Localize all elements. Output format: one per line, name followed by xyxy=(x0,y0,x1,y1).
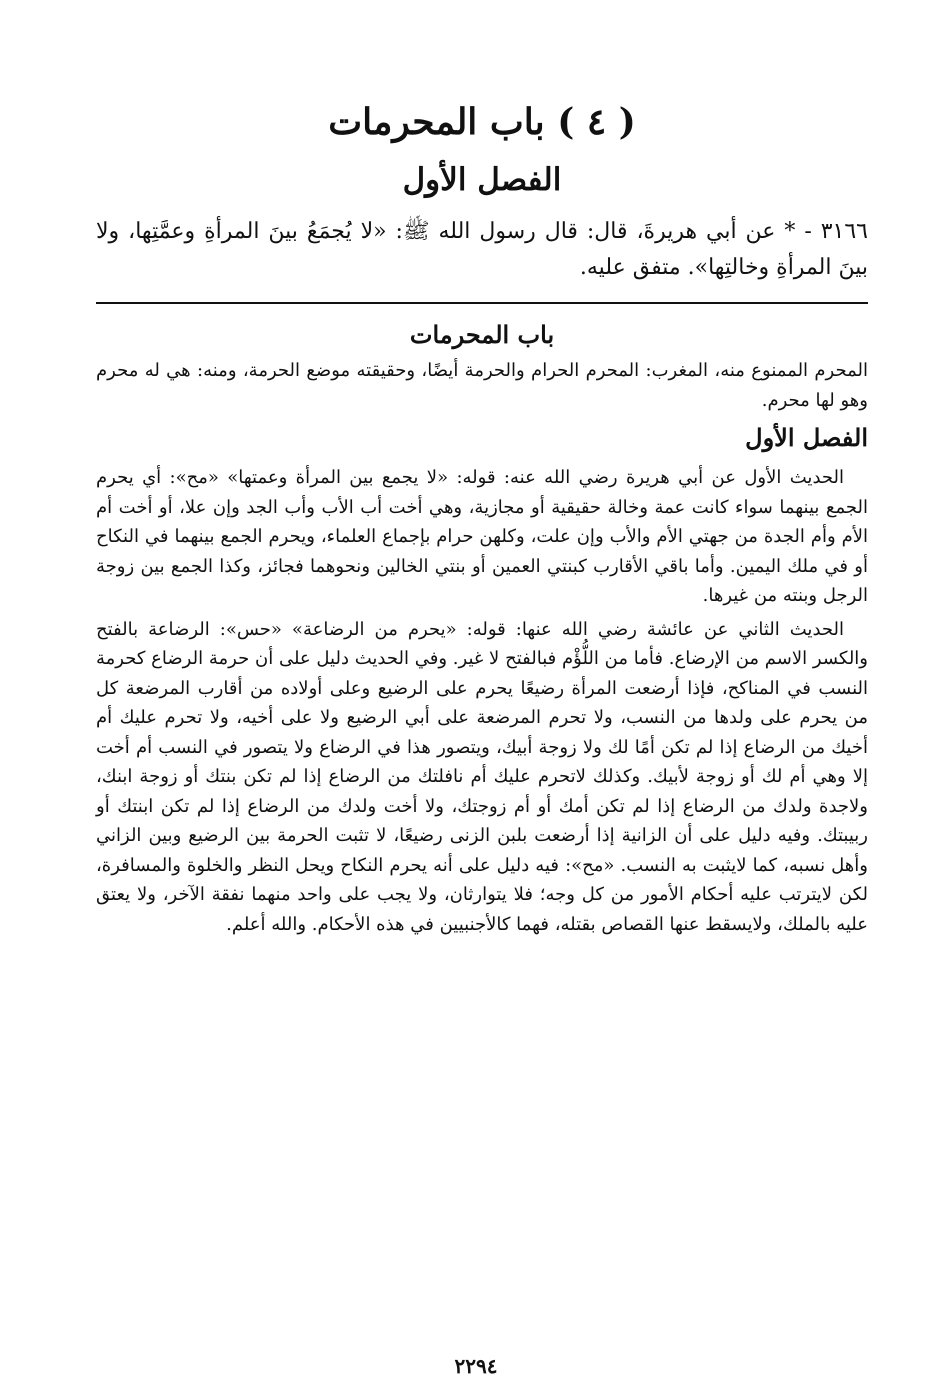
commentary-title: باب المحرمات xyxy=(409,320,555,349)
commentary-paragraph-2: الحديث الثاني عن عائشة رضي الله عنها: قوله: «يحرم من الرضاعة» «حس»: الرضاعة بالفتح والكسر الاسم من الإرضاع. فأما من اللُّؤْم فبالفتح لا غير. وفي الحديث دليل على أن حرمة الرضاع كحرمة النسب في المناكح، فإذا أرضعت المرأة رضيعًا يحرم على الرضيع وعلى أولاده من أقارب المرضعة كل من يحرم على ولدها من النسب، ولا تحرم المرضعة على أبي الرضيع ولا على أخيه، ولا تحرم عليك أم أخيك من الرضاع إذا لم تكن أمًا لك ولا زوجة أبيك، ويتصور هذا في الرضاع ولا يتصور في النسب أم أخت إلا وهي أم لك أو زوجة لأبيك. وكذلك لاتحرم عليك أم نافلتك من الرضاع إذا لم تكن بنتك أو زوجة ابنك، ولاجدة ولدك من الرضاع إذا لم تكن أمك أو أم زوجتك، ولا أخت ولدك من الرضاع إذا لم تكن ابنتك أو ربيبتك. وفيه دليل على أن الزانية إذا أرضعت بلبن الزنى رضيعًا، لا تثبت الحرمة بين الرضيع وبين الزاني وأهل نسبه، كما لايثبت به النسب. «مح»: فيه دليل على أنه يحرم النكاح ويحل النظر والخلوة والمسافرة، لكن لايترتب عليه أحكام الأمور من كل وجه؛ فلا يتوارثان، ولا يجب على واحد منهما نفقة الآخر، ولا يعتق عليه بالملك، ولايسقط عنها القصاص بقتله، فهما كالأجنبيين في هذه الأحكام. والله أعلم. xyxy=(96,618,868,935)
hadith-text: ٣١٦٦ - * عن أبي هريرةَ، قال: قال رسول الله ﷺ: «لا يُجمَعُ بينَ المرأةِ وعمَّتِها، ولا بينَ المرأةِ وخالتِها». متفق عليه. xyxy=(96,219,868,280)
commentary-section-title: الفصل الأول xyxy=(745,423,868,452)
document-page xyxy=(96,92,868,1382)
chapter-title: ( ٤ ) باب المحرمات xyxy=(328,101,636,143)
page-number: ٢٢٩٤ xyxy=(454,1354,498,1378)
commentary-intro: المحرم الممنوع منه، المغرب: المحرم الحرام والحرمة أيضًا، وحقيقته موضع الحرمة، ومنه: هي له محرم وهو لها محرم. xyxy=(96,360,868,411)
commentary-paragraph-1: الحديث الأول عن أبي هريرة رضي الله عنه: قوله: «لا يجمع بين المرأة وعمتها» «مح»: أي يحرم الجمع بينهما سواء كانت عمة وخالة حقيقية أو مجازية، وهي أخت أب الأب وأب الجد وإن علا، أو أخت أم الأم وأم الجدة من جهتي الأم والأب وإن علت، وكلهن حرام بإجماع العلماء، ويحرم الجمع بينهما في النكاح أو في ملك اليمين. وأما باقي الأقارب كبنتي العمين أو بنتي الخالين ونحوهما فجائز، وكذا الجمع بين زوجة الرجل وبنته من غيرها. xyxy=(96,467,868,606)
section-divider xyxy=(96,302,868,304)
section-title: الفصل الأول xyxy=(402,162,562,198)
